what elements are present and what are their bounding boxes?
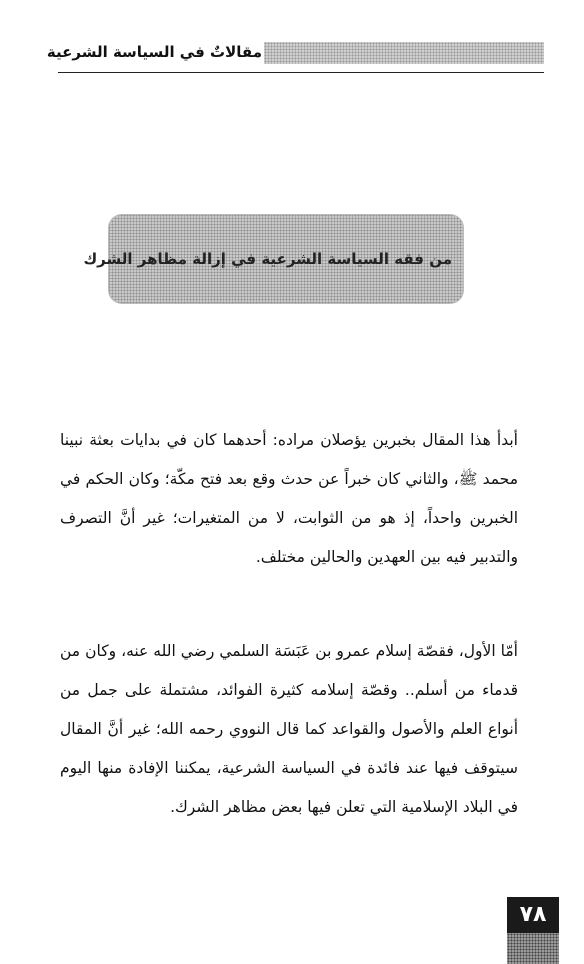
section-title: من فقه السياسة الشرعية في إزالة مظاهر الشرك [83, 250, 452, 268]
page-number: ٧٨ [519, 902, 547, 927]
header-decoration [264, 42, 544, 64]
paragraph-1 [60, 421, 518, 577]
header-divider [58, 72, 544, 73]
paragraph-2 [60, 632, 518, 827]
paragraph-text: أمّا الأول، فقصّة إسلام عمرو بن عَبَسَة السلمي رضي الله عنه، وكان من قدماء من أسلم.. وقصّة إسلامه كثيرة الفوائد، مشتملة على جمل من أنواع العلم والأصول والقواعد كما قال النووي رحمه الله؛ غير أنَّ المقال سيتوقف فيها عند فائدة في السياسة الشرعية، يمكننا الإفادة منها اليوم في البلاد الإسلامية التي تعلن فيها بعض مظاهر الشرك. [60, 642, 518, 816]
running-title: مقالاتٌ في السياسة الشرعية [46, 43, 262, 61]
paragraph-text: أبدأ هذا المقال بخبرين يؤصلان مراده: أحدهما كان في بدايات بعثة نبينا محمد ﷺ، والثاني كان خبراً عن حدث وقع بعد فتح مكّة؛ وكان الحكم في الخبرين واحداً، إذ هو من الثوابت، لا من المتغيرات؛ غير أنَّ التصرف والتدبير فيه بين العهدين والحالين مختلف. [60, 431, 518, 566]
